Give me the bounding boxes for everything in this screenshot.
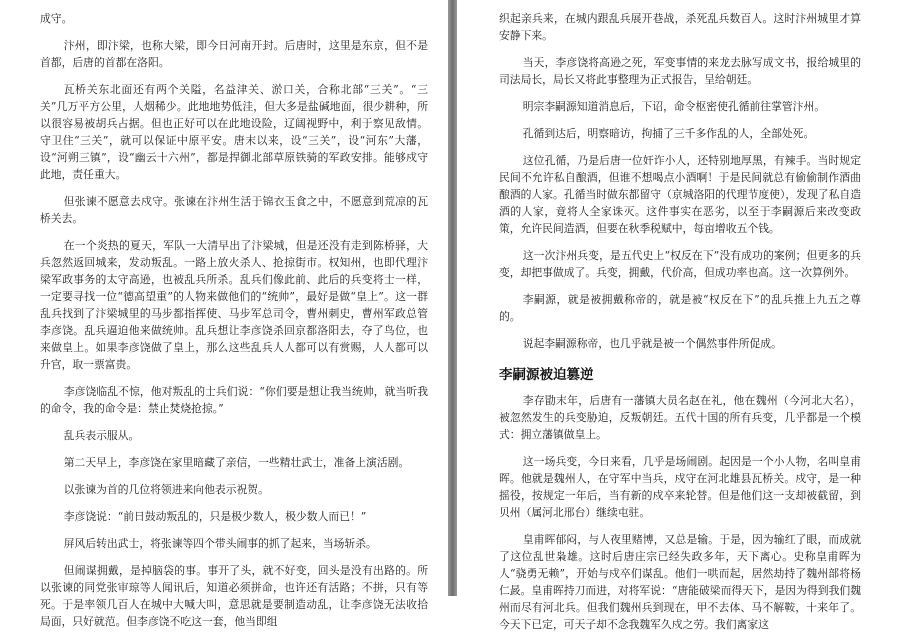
right-page-body-top — [499, 10, 861, 352]
paragraph: 乱兵表示服从。 — [63, 429, 140, 442]
paragraph: 明宗李嗣源知道消息后，下诏，命令枢密使孔循前往掌管汴州。 — [522, 100, 826, 113]
paragraph: 第二天早上，李彦饶在家里暗藏了亲信，一些精壮武士，准备上演活剧。 — [63, 456, 410, 469]
paragraph: 皇甫晖郁闷，与人夜里赌博，又总是输。于是，因为输红了眼，而成就了这位乱世枭雄。这时后唐庄宗已经失政多年，天下离心。史称皇甫晖为人“骁勇无赖”，开始与戍卒们谋乱。他们一哄而起，居然劫持了魏州部将杨仁晸。皇甫晖持刀而进，对将军说：“唐能破梁而得天下，是因为得到我们魏州而尽有河北兵。但我们魏州兵到现在，甲不去体、马不解鞍，十来年了。今天下已定，可天子却不念我魏军久戍之劳。我们离家这 — [499, 533, 861, 631]
paragraph: 孔循到达后，明察暗访，拘捕了三千多作乱的人，全部处死。 — [522, 127, 815, 140]
section-heading: 李嗣源被迫篡逆 — [499, 367, 594, 383]
paragraph: 瓦桥关东北面还有两个关隘，名益津关、淤口关，合称北部“三关”。“三关”几万平方公里，人烟稀少。此地地势低洼，但大多是盐碱地面，很少耕种，所以很容易被胡兵占据。但也正好可以在此地设险，辽阔视野中，利于察见敌情。守卫住“三关”，就可以保证中原平安。唐末以来，设“三关”，设“河东”大藩，设“河朔三镇”，设“幽云十六州”，都是捍御北部草原铁骑的军政安排。能够戍守此地，责任重大。 — [40, 83, 428, 181]
paragraph: 在一个炎热的夏天，军队一大清早出了汴梁城，但是还没有走到陈桥驿，大兵忽然返回城来，发动叛乱。一路上放火杀人、抢掠街市。权知州，也即代理汴梁军政事务的太守高逊，也被乱兵所杀。乱兵们像此前、此后的兵变将士一样，一定要寻找一位“德高望重”的人物来做他们的“统帅”，最好是做“皇上”。这一群乱兵找到了汴梁城里的马步都指挥使、马步军总司令，曹州刺史，曹州军政总管李彦饶。乱兵逼迫他来做统帅。乱兵想让李彦饶杀回京都洛阳去，夺了鸟位，也来做皇上。如果李彦饶做了皇上，那么这些乱兵人人都可以有赏赐，人人都可以升官，取一票富贵。 — [40, 239, 428, 371]
paragraph: 以张谏为首的几位将领进来向他表示祝贺。 — [63, 483, 269, 496]
paragraph: 李嗣源，就是被拥戴称帝的，就是被“权反在下”的乱兵推上九五之尊的。 — [499, 293, 861, 323]
paragraph: 织起亲兵来，在城内跟乱兵展开巷战，杀死乱兵数百人。这时汴州城里才算安静下来。 — [499, 12, 861, 42]
right-page — [457, 0, 899, 631]
page-gutter — [448, 0, 457, 596]
paragraph: 但闹谋拥戴，是掉脑袋的事。事开了头，就不好变，回头是没有出路的。所以张谏的同党张审琼等人闻讯后，知道必须拼命，也许还有活路；不拼，只有等死。于是率领几百人在城中大喊大叫，意思就是要制造动乱，让李彦饶无法收拾局面，只好就范。但李彦饶不吃这一套，他当即组 — [40, 564, 428, 628]
paragraph: 这位孔循，乃是后唐一位奸诈小人，还特别地厚黑，有辣手。当时规定民间不允许私自酿酒，但谁不想喝点小酒啊！于是民间就总有偷偷制作酒曲酿酒的人家。孔循当时做东都留守（京城洛阳的代理节度使），发现了私自造酒的人家，竟将人全家诛灭。这件事实在恶劣，以至于李嗣源后来改变政策，允许民间造酒，但要在秋季税赋中，每亩增收五个钱。 — [499, 154, 861, 235]
paragraph: 李彦饶说：“前日鼓动叛乱的，只是极少数人，极少数人而已！” — [63, 510, 367, 523]
left-page — [0, 0, 448, 628]
paragraph: 这一次汴州兵变，是五代史上“权反在下”没有成功的案例；但更多的兵变，却把事做成了。兵变，拥戴，代价高，但成功率也高。这一次算例外。 — [499, 249, 861, 279]
paragraph: 当天，李彦饶将高逊之死，军变事情的来龙去脉写成文书，报给城里的司法局长，局长又将此事整理为正式报告，呈给朝廷。 — [499, 56, 861, 86]
paragraph: 李存勖末年，后唐有一藩镇大员名赵在礼，他在魏州（今河北大名），被忽然发生的兵变胁迫，反叛朝廷。五代十国的所有兵变，几乎都是一个模式：拥立藩镇做皇上。 — [499, 394, 861, 441]
paragraph: 但张谏不愿意去戍守。张谏在汴州生活于锦衣玉食之中，不愿意到荒凉的瓦桥关去。 — [40, 195, 428, 225]
paragraph: 这一场兵变，今日来看，几乎是场闹剧。起因是一个小人物，名叫皇甫晖。他就是魏州人，在守军中当兵，戍守在河北雄县瓦桥关。戍守，是一种摇役，按规定一年后，当有新的戍卒来轮替。但是他们这一支却被截留，到贝州（属河北邢台）继续屯驻。 — [499, 455, 861, 519]
paragraph: 说起李嗣源称帝，也几乎就是被一个偶然事件所促成。 — [522, 337, 782, 350]
paragraph: 李彦饶临乱不惊，他对叛乱的士兵们说：“你们要是想让我当统帅，就当听我的命令，我的命令是：禁止焚烧抢掠。” — [40, 385, 428, 415]
paragraph: 成守。 — [40, 12, 73, 25]
right-page-body-bottom — [499, 392, 861, 633]
paragraph: 汴州，即汴梁，也称大梁，即今日河南开封。后唐时，这里是东京，但不是首都，后唐的首都在洛阳。 — [40, 39, 428, 69]
paragraph: 屏风后转出武士，将张谏等四个带头闹事的抓了起来，当场斩杀。 — [63, 537, 377, 550]
